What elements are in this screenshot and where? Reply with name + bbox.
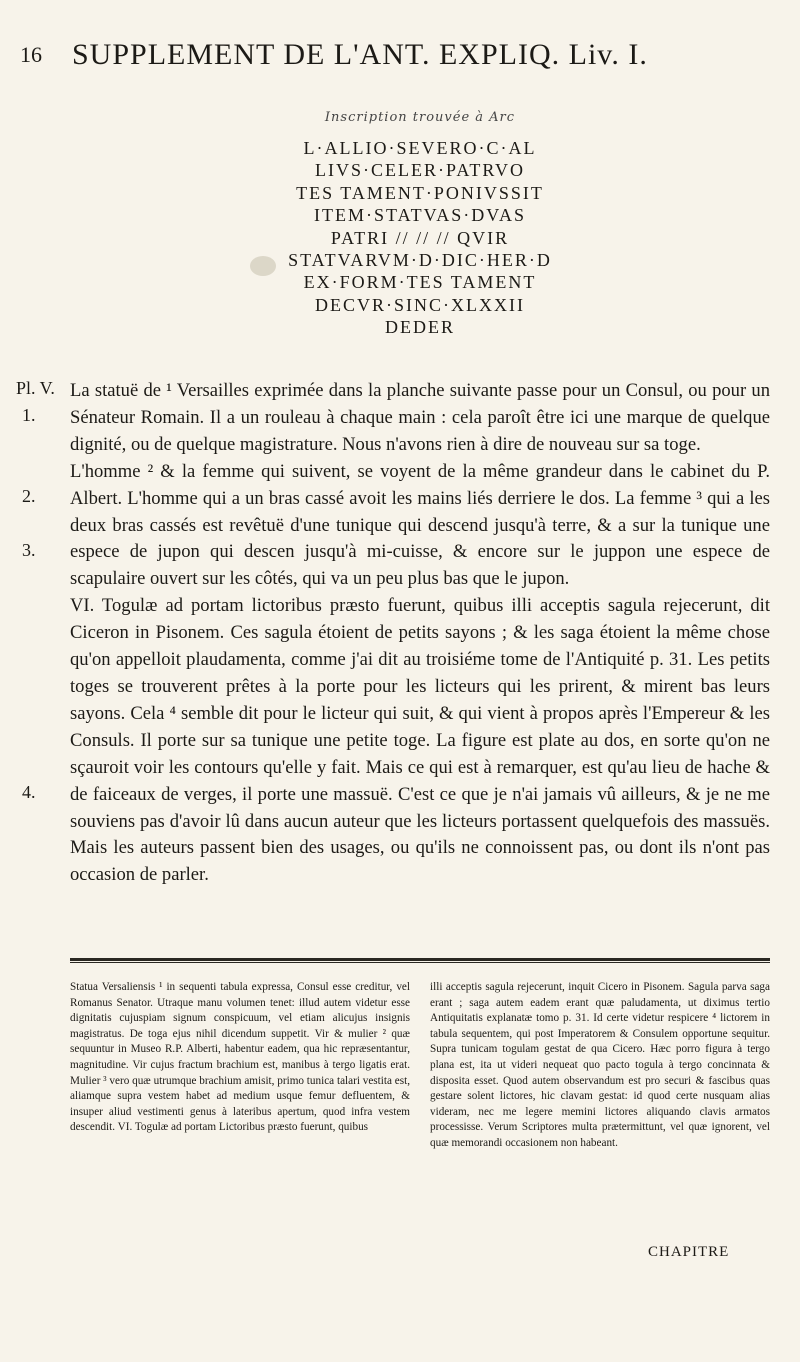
page-header [20,38,760,82]
page-number: 16 [20,42,42,67]
inscription-line: DECVR·SINC·XLXXII [315,294,525,315]
plate-reference: Pl. V. [16,378,55,398]
footnote-text-left: Statua Versaliensis ¹ in sequenti tabula expressa, Consul esse creditur, vel Romanus Senator. Utraque manu volumen tenet: illud autem videtur esse dignitatis cujuspiam signum conspicuum, vel etiam alicujus insignis magistratus. De toga ejus nihil dicendum suppetit. Vir & mulier ² quæ sequuntur in Museo R.P. Alberti, habentur eadem, qua hic repræsentantur, magnitudine. Vir cujus fractum brachium est, manibus à tergo ligatis erat. Mulier ³ vero quæ utrumque brachium amisit, primo tunica talari vestita est, aliamque supra vestem habet ad medium usque femur defluentem, & insuper aliud vestimenti genus à lateribus apertum, quod infra vestem descendit. VI. Togulæ ad portam Lictoribus præsto fuerunt, quibus [70,981,410,1134]
margin-number-4: 4. [22,782,36,802]
latin-footnotes [70,980,770,1152]
margin-number-1: 1. [22,405,36,425]
ink-smudge [250,256,276,276]
running-head: SUPPLEMENT DE L'ANT. EXPLIQ. Liv. I. [72,38,648,71]
inscription-caption: Inscription trouvée à Arc [324,110,516,125]
footnote-column-left [70,980,410,1152]
inscription-block [150,110,690,339]
footnote-rule-thin [70,962,770,963]
paragraph-2: L'homme ² & la femme qui suivent, se voyent de la même grandeur dans le cabinet du P. Albert. L'homme qui a un bras cassé avoit les mains liés derriere le dos. La femme ³ qui a les deux bras cassés est revêtuë d'une tunique qui descend jusqu'à terre, & a sur la tunique une espece de jupon qui descen jusqu'à mi-cuisse, & encore sur le juppon une espece de scapulaire ouvert sur les côtés, qui va un peu plus bas que le jupon. [70,460,770,590]
margin-number-2: 2. [22,486,36,506]
inscription-line: TES TAMENT·PONIVSSIT [296,182,544,203]
inscription-line: L·ALLIO·SEVERO·C·AL [303,138,537,158]
paragraph-3: VI. Togulæ ad portam lictoribus præsto fuerunt, quibus illi acceptis sagula rejecerunt, dit Ciceron in Pisonem. Ces sagula étoient de petits sayons ; & les saga étoient la même chose qu'on appelloit plaudamenta, comme j'ai dit au troisiéme tome de l'Antiquité p. 31. Les petits toges se trouverent prêtes à la porte pour les licteurs qui les prirent, & mirent bas leurs sayons. Cela ⁴ semble dit pour le licteur qui suit, & qui vient à propos après l'Empereur & les Consuls. Il porte sur sa tunique une petite toge. La figure est plate au dos, en sorte qu'on ne sçauroit voir les contours qu'elle y fait. Mais ce qui est à remarquer, est qu'au lieu de hache & de faiceaux de verges, il porte une massuë. C'est ce que je n'ai jamais vû ailleurs, & je ne me souviens pas d'avoir lû dans aucun auteur que les licteurs portassent quelquefois des massuës. Mais les auteurs passent bien des usages, ou qu'ils ne connoissent pas, ou dont ils n'ont pas occasion de parler. [70,595,770,886]
inscription-line: EX·FORM·TES TAMENT [303,272,537,293]
inscription-line: LIVS·CELER·PATRVO [315,160,525,181]
inscription-line: DEDER [385,317,455,338]
catchword: CHAPITRE [648,1244,730,1260]
footnote-column-right [430,980,770,1152]
paragraph-1: La statuë de ¹ Versailles exprimée dans la planche suivante passe pour un Consul, ou pour un Sénateur Romain. Il a un rouleau à chaque main : cela paroît être ici une marque de quelque dignité, ou de quelque magistrature. Nous n'avons rien à dire de nouveau sur sa toge. [70,380,770,455]
margin-number-3: 3. [22,540,36,560]
footnote-rule [70,958,770,961]
inscription-line: PATRI // // // QVIR [330,227,510,248]
inscription-line: ITEM·STATVAS·DVAS [314,205,526,226]
footnote-text-right: illi acceptis sagula rejecerunt, inquit Cicero in Pisonem. Sagula parva saga erant ; saga autem eadem erant quæ paludamenta, ut diximus tertio Antiquitatis explanatæ tomo p. 31. Id certe videtur respicere ⁴ lictorem in tabula sequentem, qui post Imperatorem & Consulem opportune sequitur. Supra tunicam togulam gestat de qua Cicero. Hæc porro figura à tergo plana est, ita ut videri nequeat quo pacto togula à tergo concinnata & disposita esset. Quod autem observandum est pro securi & fascibus quas gestare solent lictores, hic clavam gestat: id quod certe nusquam alias videram, nec me legere memini lictores aliquando clavis armatos processisse. Verum Scriptores multa prætermittunt, vel quæ ignorent, vel quæ memorandi occasionem non habeant. [430,981,770,1149]
main-text [70,378,770,889]
inscription-line: STATVARVM·D·DIC·HER·D [288,250,552,271]
